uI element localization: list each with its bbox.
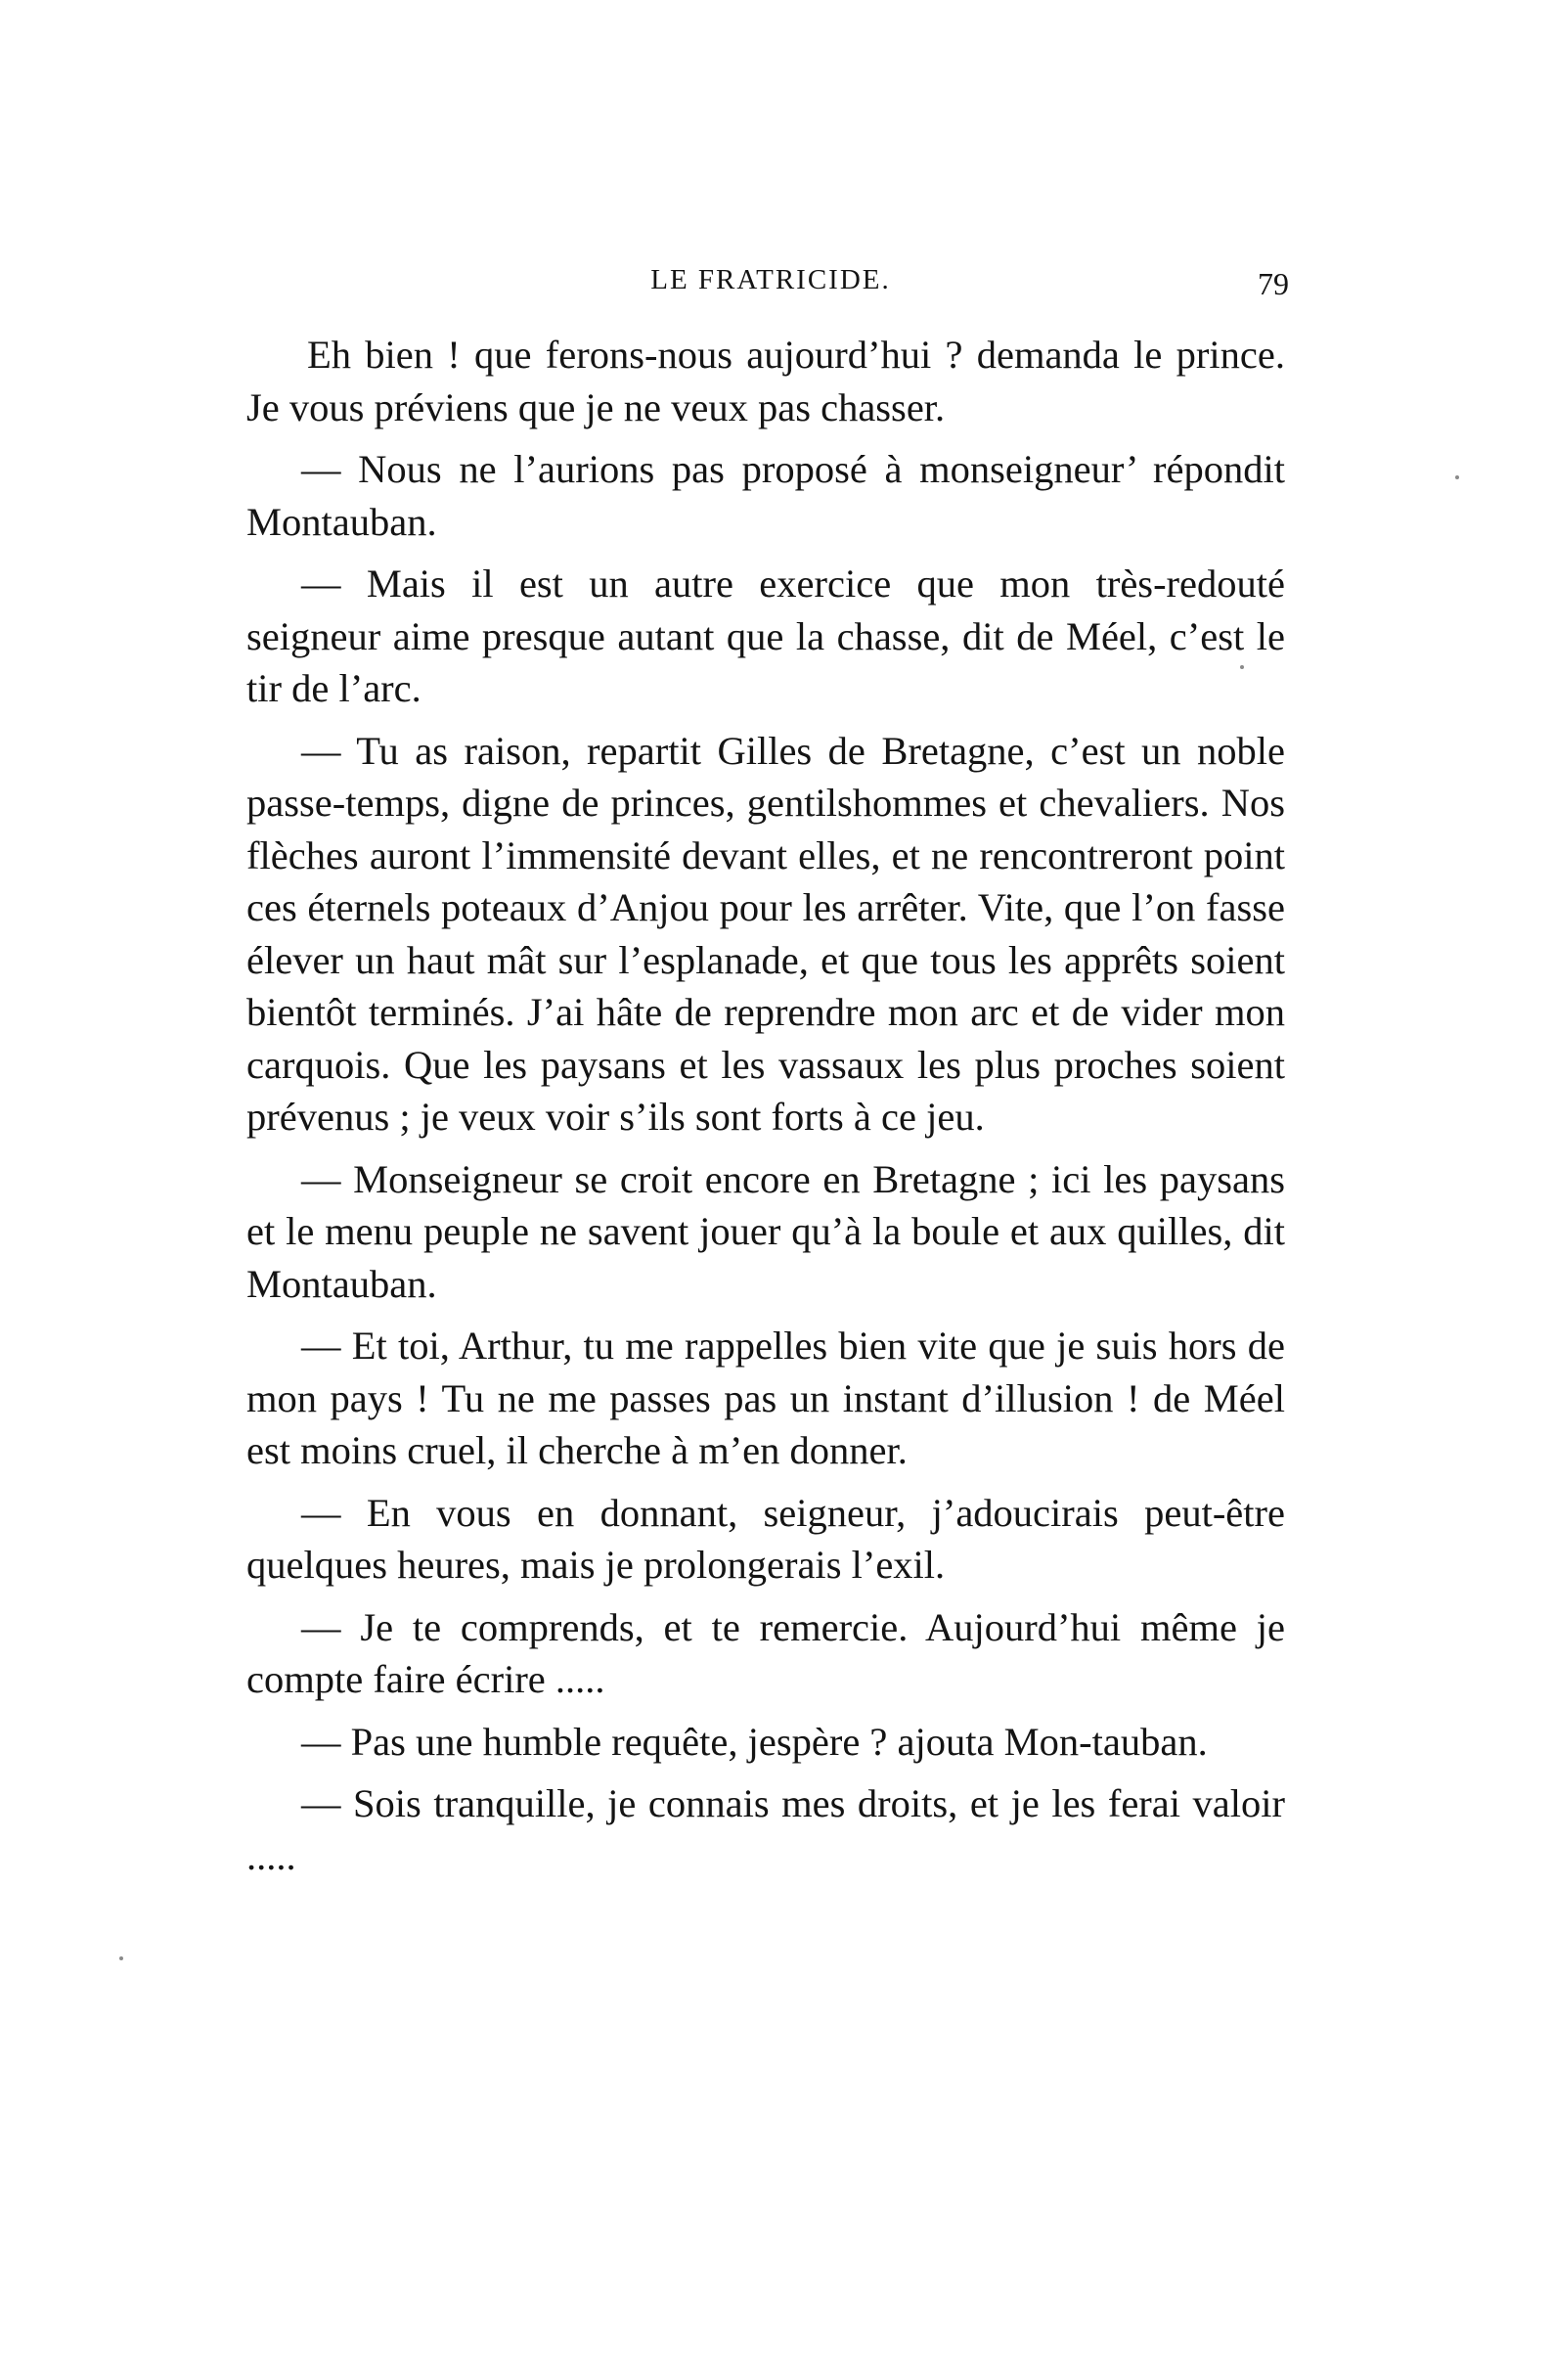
scan-speck [1455,475,1459,479]
paragraph: — Tu as raison, repartit Gilles de Bretagne, c’est un noble passe-temps, digne de princes, gentilshommes et chevaliers. Nos flèches auront l’immensité devant elles, et ne rencontreront point ces éternels poteaux d’Anjou pour les arrêter. Vite, que l’on fasse élever un haut mât sur l’esplanade, et que tous les apprêts soient bientôt terminés. J’ai hâte de reprendre mon arc et de vider mon carquois. Que les paysans et les vassaux les plus proches soient prévenus ; je veux voir s’ils sont forts à ce jeu. [246,728,1285,1139]
paragraph: — En vous en donnant, seigneur, j’adoucirais peut-être quelques heures, mais je prolongerais l’exil. [246,1490,1285,1587]
scan-speck [1240,665,1244,669]
running-title: LE FRATRICIDE. [650,264,891,295]
paragraph: — Sois tranquille, je connais mes droits, et je les ferai valoir ..... [246,1781,1285,1878]
body-text [246,329,1285,1892]
paragraph: — Monseigneur se croit encore en Bretagne ; ici les paysans et le menu peuple ne savent jouer qu’à la boule et aux quilles, dit Montauban. [246,1156,1285,1306]
paragraph: — Pas une humble requête, jespère ? ajouta Mon-tauban. [301,1719,1208,1764]
paragraph: Eh bien ! que ferons-nous aujourd’hui ? demanda le prince. Je vous préviens que je ne veux pas chasser. [246,333,1285,429]
paragraph: — Je te comprends, et te remercie. Aujourd’hui même je compte faire écrire ..... [246,1604,1285,1701]
paragraph: — Et toi, Arthur, tu me rappelles bien vite que je suis hors de mon pays ! Tu ne me passes pas un instant d’illusion ! de Méel est moins cruel, il cherche à m’en donner. [246,1324,1285,1472]
paragraph: — Mais il est un autre exercice que mon très-redouté seigneur aime presque autant que la chasse, dit de Méel, c’est le tir de l’arc. [246,561,1285,710]
running-head [252,256,1289,305]
paragraph: — Nous ne l’aurions pas proposé à monseigneur’ répondit Montauban. [246,447,1285,544]
page-number: 79 [1258,266,1289,301]
scan-speck [119,1956,123,1960]
